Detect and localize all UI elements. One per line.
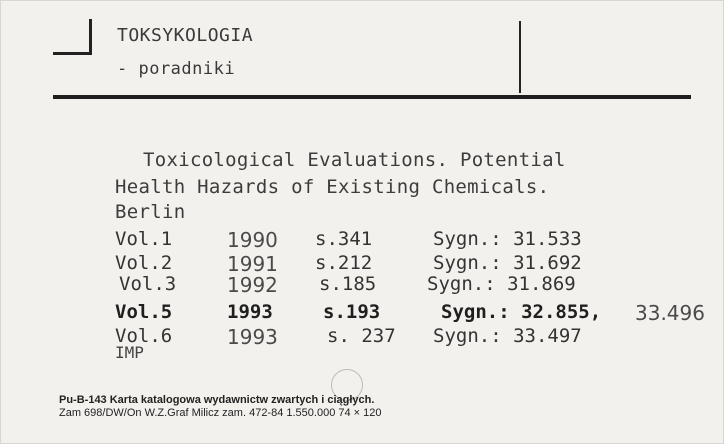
- volume-pages: s. 237: [327, 325, 396, 347]
- header-rule: [53, 95, 691, 99]
- volume-pages: s.193: [323, 301, 381, 323]
- volume-signature: Sygn.: 33.497: [433, 325, 582, 347]
- volume-number: Vol.5: [115, 301, 173, 323]
- volume-pages: s.341: [315, 228, 373, 250]
- volume-signature: Sygn.: 32.855,: [441, 301, 602, 323]
- publication-place: Berlin: [115, 201, 186, 223]
- volume-year: 1991: [227, 252, 278, 276]
- volume-signature-extra: 33.496: [635, 301, 705, 325]
- volume-year: 1992: [227, 273, 278, 297]
- subject-subheading: - poradniki: [117, 59, 236, 79]
- volume-row: [1, 325, 724, 353]
- title-line-1: Toxicological Evaluations. Potential: [143, 149, 566, 171]
- volume-year: 1990: [227, 228, 278, 252]
- volume-row: [1, 273, 724, 301]
- volume-number: Vol.6: [115, 325, 173, 347]
- card-form-caption: Pu-B-143 Karta katalogowa wydawnictw zwartych i ciągłych.: [59, 394, 375, 406]
- subject-heading: TOKSYKOLOGIA: [117, 25, 254, 46]
- volume-year: 1993: [227, 325, 278, 349]
- header-divider-vertical: [519, 21, 521, 93]
- corner-mark-horizontal: [53, 52, 91, 55]
- corner-mark-vertical: [89, 19, 92, 55]
- title-line-2: Health Hazards of Existing Chemicals.: [115, 176, 550, 198]
- volume-number: Vol.3: [119, 273, 177, 295]
- volume-pages: s.185: [319, 273, 377, 295]
- volume-year: 1993: [227, 301, 273, 323]
- volume-signature: Sygn.: 31.869: [427, 273, 576, 295]
- imprint-note: IMP: [115, 343, 144, 362]
- volume-number: Vol.2: [115, 252, 173, 274]
- volume-signature: Sygn.: 31.533: [433, 228, 582, 250]
- card-print-info: Zam 698/DW/On W.Z.Graf Milicz zam. 472-84 1.550.000 74 × 120: [59, 407, 382, 419]
- volume-signature: Sygn.: 31.692: [433, 252, 582, 274]
- volume-number: Vol.1: [115, 228, 173, 250]
- volume-pages: s.212: [315, 252, 373, 274]
